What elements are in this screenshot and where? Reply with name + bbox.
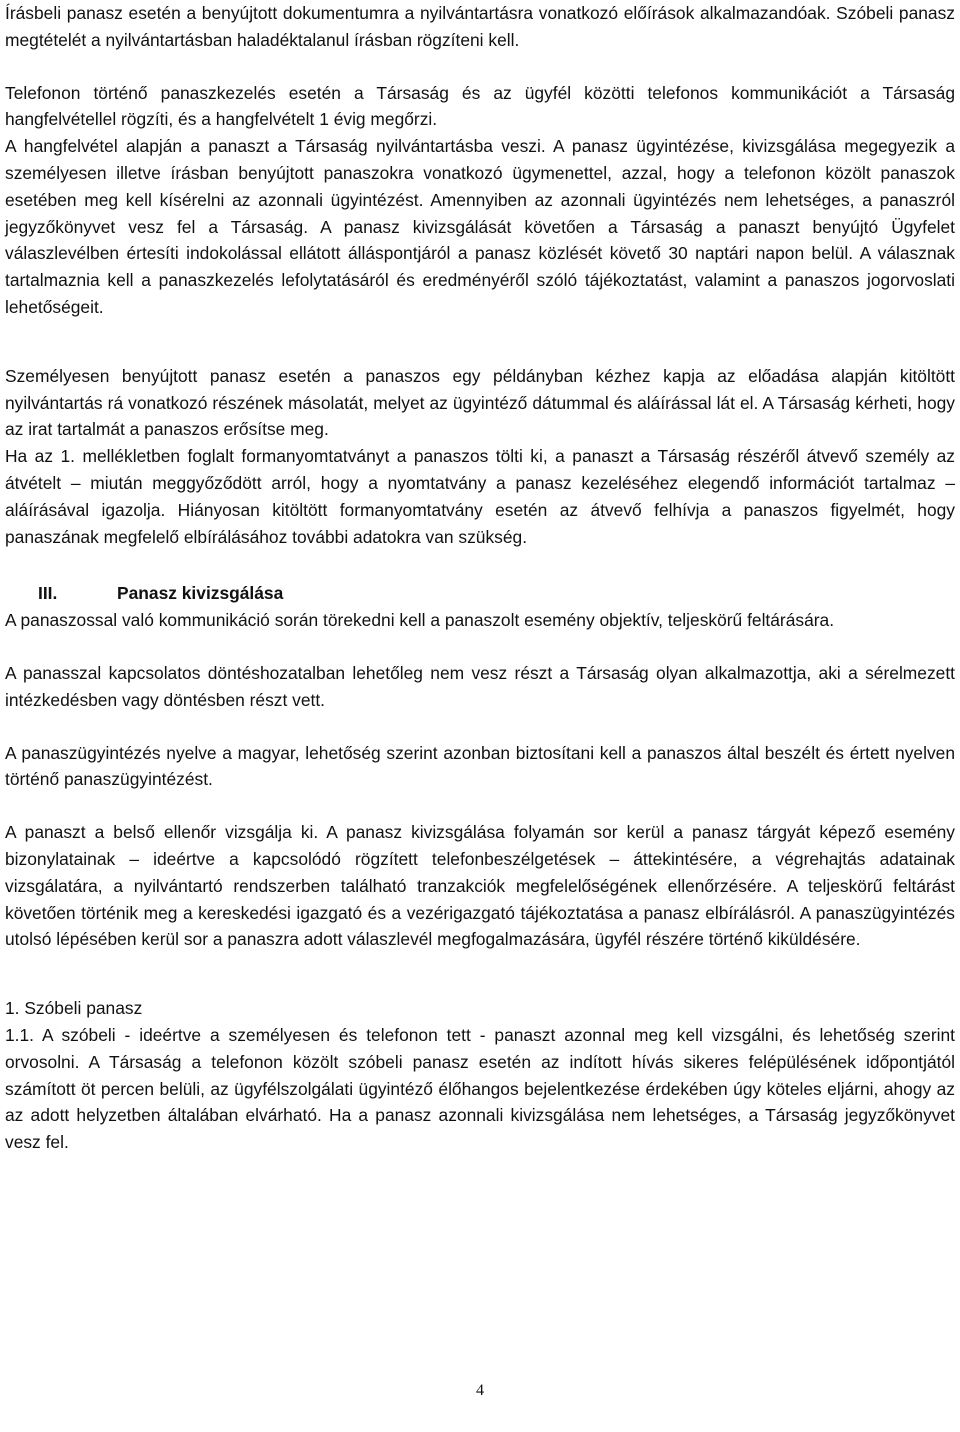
paragraph-language: A panaszügyintézés nyelve a magyar, lehetőség szerint azonban biztosítani kell a panaszos által beszélt és értett nyelven történő panaszügyintézést. [5, 742, 955, 790]
paragraph-written-complaint: Írásbeli panasz esetén a benyújtott dokumentumra a nyilvántartásra vonatkozó előírások alkalmazandóak. Szóbeli panasz megtételét a nyilvántartásban haladéktalanul írásban rögzíteni kell. [5, 3, 955, 50]
paragraph-phone-handling: A hangfelvétel alapján a panaszt a Társaság nyilvántartásba veszi. A panasz ügyintézése, kivizsgálása megegyezik a személyesen illetve írásban benyújtott panaszokra vonatkozó ügymenettel, azzal, hogy a telefonon közölt panaszok esetében meg kell kísérelni az azonnali ügyintézést. Amennyiben az azonnali ügyintézés nem lehetséges, a panaszról jegyzőkönyvet vesz fel a Társaság. A panasz kivizsgálását követően a Társaság a panaszt benyújtó Ügyfelet válaszlevélben értesíti indokolással ellátott álláspontjáról a panasz közlését követő 30 naptári napon belül. A válasznak tartalmaznia kell a panaszkezelés lefolytatásáról és eredményéről szóló tájékoztatást, valamint a panaszos jogorvoslati lehetőségeit. [5, 136, 955, 317]
paragraph-form-complaint: Ha az 1. mellékletben foglalt formanyomtatványt a panaszos tölti ki, a panaszt a Társaság részéről átvevő személy az átvételt – miután meggyőződött arról, hogy a nyomtatvány a panasz kezeléséhez elegendő információt tartalmaz – aláírásával igazolja. Hiányosan kitöltött formanyomtatvány esetén az átvevő felhívja a panaszos figyelmét, hogy panaszának megfelelő elbírálásához további adatokra van szükség. [5, 446, 955, 547]
section-number: III. [38, 583, 58, 604]
section-title: Panasz kivizsgálása [117, 583, 284, 604]
paragraph-phone-recording: Telefonon történő panaszkezelés esetén a Társaság és az ügyfél közötti telefonos kommunikációt a Társaság hangfelvétellel rögzíti, és a hangfelvételt 1 évig megőrzi. [5, 82, 955, 130]
paragraph-decision-making: A panasszal kapcsolatos döntéshozatalban lehetőleg nem vesz részt a Társaság olyan alkalmazottja, aki a sérelmezett intézkedésben vagy döntésben részt vett. [5, 662, 955, 710]
section-heading [5, 580, 955, 607]
page-number: 4 [476, 1382, 484, 1399]
paragraph-investigation: A panaszt a belső ellenőr vizsgálja ki. A panasz kivizsgálása folyamán sor kerül a panasz tárgyát képező esemény bizonylatainak – ideértve a kapcsolódó rögzített telefonbeszélgetések – áttekintésére, a végrehajtás adatainak vizsgálatára, a nyilvántartó rendszerben található tranzakciók megfelelőségének ellenőrzésére. A teljeskörű feltárást követően történik meg a kereskedési igazgató és a vezérigazgató tájékoztatása a panasz elbírálásról. A panaszügyintézés utolsó lépésében kerül sor a panaszra adott válaszlevél megfogalmazására, ügyfél részére történő kiküldésére. [5, 822, 955, 950]
document-page [5, 0, 955, 1156]
paragraph-communication: A panaszossal való kommunikáció során törekedni kell a panaszolt esemény objektív, teljeskörű feltárására. [5, 610, 835, 631]
paragraph-in-person-complaint: Személyesen benyújtott panasz esetén a panaszos egy példányban kézhez kapja az előadása alapján kitöltött nyilvántartás rá vonatkozó részének másolatát, melyet az ügyintéző dátummal és aláírással lát el. A Társaság kérheti, hogy az irat tartalmát a panaszos erősítse meg. [5, 365, 955, 440]
paragraph-oral-complaint: 1.1. A szóbeli - ideértve a személyesen és telefonon tett - panaszt azonnal meg kell vizsgálni, és lehetőség szerint orvosolni. A Társaság a telefonon közölt szóbeli panasz esetén az indított hívás sikeres felépülésének időpontjától számított öt percen belüli, az ügyfélszolgálati ügyintéző élőhangos bejelentkezése érdekében úgy köteles eljárni, ahogy az az adott helyzetben általában elvárható. Ha a panasz azonnali kivizsgálása nem lehetséges, a Társaság jegyzőkönyvet vesz fel. [5, 1024, 955, 1153]
subsection-heading: 1. Szóbeli panasz [5, 998, 143, 1019]
